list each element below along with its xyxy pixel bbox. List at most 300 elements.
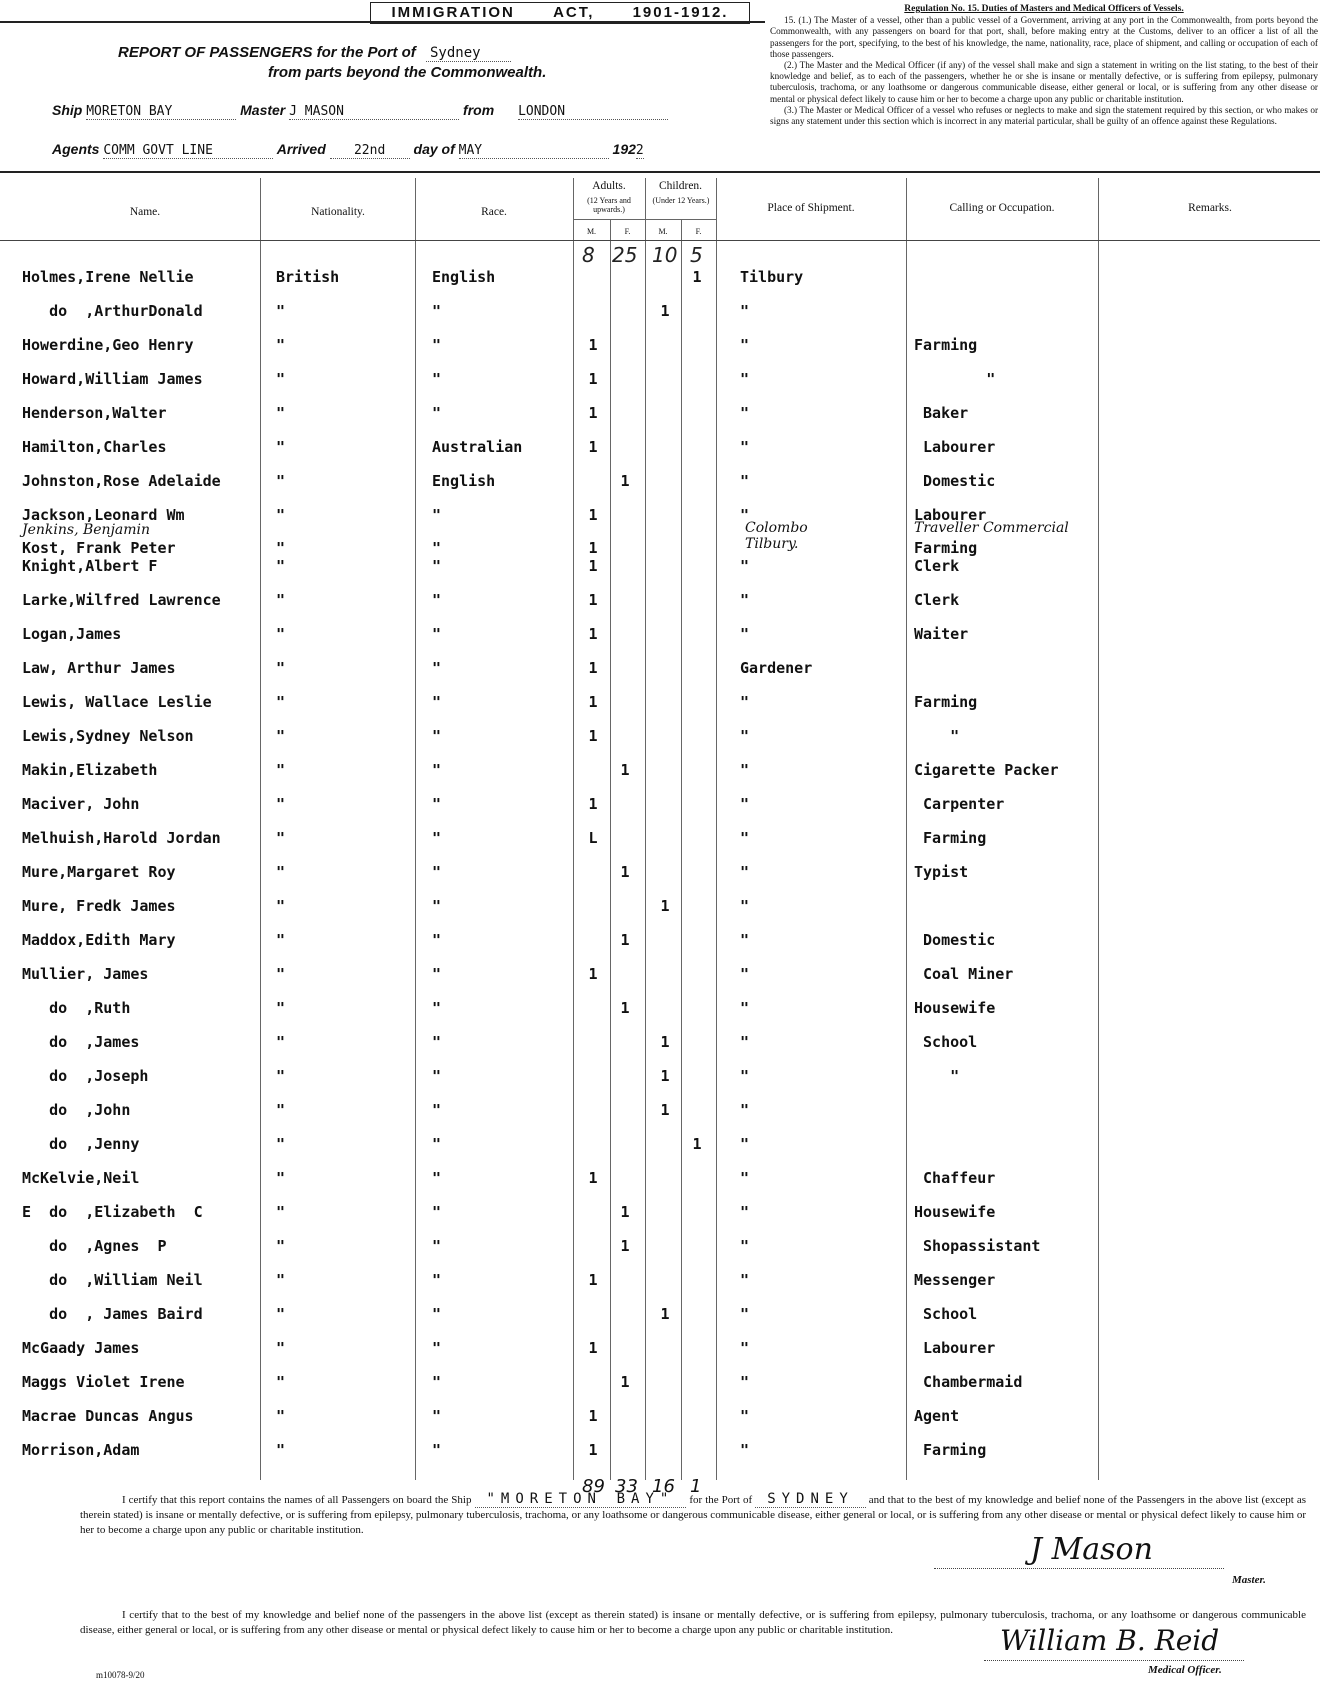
child-female-count: 1 xyxy=(692,1135,702,1153)
column-header-name: Name. xyxy=(129,206,161,218)
report-title-text: REPORT OF PASSENGERS for the Port of xyxy=(118,44,416,61)
passenger-race: " xyxy=(432,863,442,881)
passenger-nationality: " xyxy=(276,438,286,456)
place-of-shipment: " xyxy=(740,727,750,745)
passenger-nationality: " xyxy=(276,897,286,915)
passenger-nationality: " xyxy=(276,302,286,320)
occupation: " xyxy=(914,370,996,388)
handwritten-occupation: Traveller Commercial xyxy=(914,520,1069,536)
passenger-name: Melhuish,Harold Jordan xyxy=(22,829,221,847)
table-row xyxy=(0,336,1320,360)
passenger-name: Maddox,Edith Mary xyxy=(22,931,176,949)
passenger-race: " xyxy=(432,1203,442,1221)
table-row xyxy=(0,829,1320,853)
table-row xyxy=(0,1101,1320,1125)
occupation: School xyxy=(914,1305,978,1323)
passenger-nationality: " xyxy=(276,693,286,711)
table-row xyxy=(0,268,1320,292)
occupation: Farming xyxy=(914,829,987,847)
passenger-race: " xyxy=(432,539,442,557)
passenger-name: E do ,Elizabeth C xyxy=(22,1203,203,1221)
place-of-shipment: " xyxy=(740,1373,750,1391)
passenger-race: " xyxy=(432,659,442,677)
passenger-race: " xyxy=(432,897,442,915)
occupation: Chaffeur xyxy=(914,1169,996,1187)
adults-children-subrule xyxy=(573,219,716,220)
column-subheader-children: (Under 12 Years.) xyxy=(652,196,710,205)
place-of-shipment: " xyxy=(740,1305,750,1323)
passenger-nationality: " xyxy=(276,965,286,983)
child-male-count: 1 xyxy=(660,1033,670,1051)
occupation: Farming xyxy=(914,693,978,711)
table-row xyxy=(0,1271,1320,1295)
place-of-shipment: " xyxy=(740,591,750,609)
passenger-race: " xyxy=(432,727,442,745)
arrived-label: Arrived xyxy=(276,141,326,157)
place-of-shipment: " xyxy=(740,795,750,813)
passenger-name: Holmes,Irene Nellie xyxy=(22,268,194,286)
place-of-shipment: " xyxy=(740,999,750,1017)
passenger-race: " xyxy=(432,1441,442,1459)
passenger-race: English xyxy=(432,268,496,286)
act-title-word: IMMIGRATION xyxy=(391,4,515,21)
table-row xyxy=(0,761,1320,785)
regulation-paragraph: (3.) The Master or Medical Officer of a vessel who refuses or neglects to make and sign the statement required by this section, or who makes or signs any statement under this section which is incorrect in any material particular, shall be guilty of an offence against these Regulations. xyxy=(770,104,1318,127)
occupation: Farming xyxy=(914,1441,987,1459)
header-rule xyxy=(0,21,765,23)
occupation: Shopassistant xyxy=(914,1237,1041,1255)
adult-male-count: 1 xyxy=(588,727,598,745)
passenger-name: Henderson,Walter xyxy=(22,404,167,422)
table-row xyxy=(0,1339,1320,1363)
place-of-shipment: " xyxy=(740,506,750,524)
passenger-name: Morrison,Adam xyxy=(22,1441,140,1459)
adult-male-count: 1 xyxy=(588,965,598,983)
column-header-child-male: M. xyxy=(658,227,668,236)
occupation: Waiter xyxy=(914,625,969,643)
passenger-nationality: " xyxy=(276,1305,286,1323)
act-title-word: ACT, xyxy=(553,4,595,21)
adult-male-count: 1 xyxy=(588,438,598,456)
master-signature: J Mason xyxy=(1030,1532,1153,1567)
agents-value: COMM GOVT LINE xyxy=(103,143,273,159)
place-of-shipment: " xyxy=(740,370,750,388)
table-row xyxy=(0,302,1320,326)
year-suffix: 2 xyxy=(635,143,644,158)
form-number: m10078-9/20 xyxy=(96,1670,145,1680)
adult-male-count: 1 xyxy=(588,659,598,677)
adult-male-count: 1 xyxy=(588,625,598,643)
ship-label: Ship xyxy=(52,102,83,118)
tally-child-female: 5 xyxy=(690,243,703,267)
passenger-name: Mullier, James xyxy=(22,965,149,983)
occupation: School xyxy=(914,1033,978,1051)
occupation: Housewife xyxy=(914,1203,996,1221)
table-row xyxy=(0,795,1320,819)
adult-female-count: 1 xyxy=(620,472,630,490)
column-header-place-of-shipment: Place of Shipment. xyxy=(767,202,855,214)
column-header-remarks: Remarks. xyxy=(1188,202,1232,214)
place-of-shipment: " xyxy=(740,761,750,779)
table-row xyxy=(0,727,1320,751)
table-row xyxy=(0,472,1320,496)
port-value: Sydney xyxy=(426,45,511,62)
place-of-shipment: " xyxy=(740,1339,750,1357)
master-signature-line xyxy=(934,1568,1224,1569)
tally-adult-male: 8 xyxy=(582,243,595,267)
adult-female-count: 1 xyxy=(620,761,630,779)
medical-cert-text: I certify that to the best of my knowledge and belief none of the passengers in the above list (except as therein stated) is insane or mentally defective, or is suffering from epilepsy, pulmonary tuberculosis, trachoma, or any loathsome or dangerous communicable disease, either general or local, or is suffering from any other disease or mental or physical defect likely to cause him or her to become a charge upon any public or charitable institution. xyxy=(80,1609,1306,1636)
adult-male-count: 1 xyxy=(588,795,598,813)
passenger-nationality: " xyxy=(276,1169,286,1187)
place-of-shipment: " xyxy=(740,693,750,711)
place-of-shipment: " xyxy=(740,931,750,949)
passenger-race: " xyxy=(432,1067,442,1085)
passenger-nationality: " xyxy=(276,1271,286,1289)
adult-male-count: 1 xyxy=(588,1407,598,1425)
passenger-nationality: " xyxy=(276,1101,286,1119)
table-row xyxy=(0,1305,1320,1329)
passenger-nationality: " xyxy=(276,1339,286,1357)
passenger-race: " xyxy=(432,693,442,711)
place-of-shipment: " xyxy=(740,1101,750,1119)
ship-value: MORETON BAY xyxy=(86,104,236,120)
regulation-paragraph: 15. (1.) The Master of a vessel, other than a public vessel of a Government, arriving at any port in the Commonwealth, from ports beyond the Commonwealth, with any passengers on board for that port, shall, before making entry at the Customs, deliver to an officer a list of all the passengers for the port, specifying, to the best of his knowledge, the name, nationality, race, place of shipment, and calling or occupation of each of those passengers. xyxy=(770,15,1318,59)
passenger-name: Lewis,Sydney Nelson xyxy=(22,727,194,745)
regulation-paragraph: (2.) The Master and the Medical Officer (if any) of the vessel shall make and sign a statement in writing on the list stating, to the best of their knowledge and belief, as to each of the passengers, whether he or she is insane or mentally defective, or is suffering from epilepsy, pulmonary tuberculosis, trachoma, or any loathsome or dangerous communicable disease, either general or local, or is suffering from any other disease or mental or physical defect likely to cause him or her to become a charge upon any public or charitable institution. xyxy=(770,60,1318,104)
passenger-name: McGaady James xyxy=(22,1339,140,1357)
occupation: " xyxy=(914,727,960,745)
total-adult-male: 89 xyxy=(582,1476,605,1497)
adult-male-count: 1 xyxy=(588,404,598,422)
passenger-race: " xyxy=(432,761,442,779)
master-label: Master. xyxy=(1232,1574,1266,1586)
passenger-nationality: " xyxy=(276,999,286,1017)
adult-male-count: 1 xyxy=(588,1339,598,1357)
passenger-nationality: " xyxy=(276,1135,286,1153)
total-adult-female: 33 xyxy=(615,1476,638,1497)
passenger-nationality: " xyxy=(276,472,286,490)
passenger-race: " xyxy=(432,1237,442,1255)
tally-adult-female: 25 xyxy=(612,243,638,267)
passenger-race: " xyxy=(432,1169,442,1187)
adult-female-count: 1 xyxy=(620,931,630,949)
act-title-years: 1901-1912. xyxy=(632,4,729,21)
table-row xyxy=(0,1373,1320,1397)
passenger-nationality: " xyxy=(276,1373,286,1391)
table-row xyxy=(0,625,1320,649)
passenger-race: English xyxy=(432,472,496,490)
adult-female-count: 1 xyxy=(620,1373,630,1391)
table-row xyxy=(0,1407,1320,1431)
passenger-name: do ,Agnes P xyxy=(22,1237,167,1255)
occupation: Labourer xyxy=(914,1339,996,1357)
column-header-nationality: Nationality. xyxy=(311,206,365,218)
passenger-name: Kost, Frank Peter xyxy=(22,539,176,557)
table-row xyxy=(0,897,1320,921)
passenger-nationality: " xyxy=(276,931,286,949)
passenger-nationality: " xyxy=(276,404,286,422)
adult-male-count: 1 xyxy=(588,1441,598,1459)
passenger-name: Howerdine,Geo Henry xyxy=(22,336,194,354)
passenger-nationality: " xyxy=(276,336,286,354)
passenger-name: Law, Arthur James xyxy=(22,659,176,677)
passenger-nationality: " xyxy=(276,370,286,388)
passenger-name: Macrae Duncas Angus xyxy=(22,1407,194,1425)
table-row xyxy=(0,1135,1320,1159)
occupation: Labourer xyxy=(914,506,987,524)
passenger-name: Knight,Albert F xyxy=(22,557,158,575)
passenger-name: Jackson,Leonard Wm xyxy=(22,506,185,524)
table-row xyxy=(0,1441,1320,1465)
table-row xyxy=(0,1169,1320,1193)
passenger-race: " xyxy=(432,557,442,575)
table-row xyxy=(0,965,1320,989)
report-subtitle: from parts beyond the Commonwealth. xyxy=(268,64,547,81)
passenger-nationality: " xyxy=(276,625,286,643)
passenger-race: " xyxy=(432,1135,442,1153)
medical-signature: William B. Reid xyxy=(1000,1624,1220,1657)
passenger-nationality: " xyxy=(276,539,286,557)
passenger-race: " xyxy=(432,1101,442,1119)
day-of-label: day of xyxy=(413,141,455,157)
place-of-shipment: Tilbury xyxy=(740,268,804,286)
adult-female-count: 1 xyxy=(620,1237,630,1255)
passenger-name: Hamilton,Charles xyxy=(22,438,167,456)
passenger-nationality: " xyxy=(276,1203,286,1221)
child-male-count: 1 xyxy=(660,302,670,320)
passenger-nationality: " xyxy=(276,591,286,609)
table-row xyxy=(0,1203,1320,1227)
adult-male-count: 1 xyxy=(588,591,598,609)
occupation: Housewife xyxy=(914,999,996,1017)
table-row xyxy=(0,506,1320,530)
agents-row xyxy=(52,141,644,159)
passenger-name: do ,ArthurDonald xyxy=(22,302,203,320)
occupation: Agent xyxy=(914,1407,960,1425)
place-of-shipment: " xyxy=(740,1033,750,1051)
agents-label: Agents xyxy=(52,141,100,157)
occupation: Typist xyxy=(914,863,969,881)
master-cert-text: and that to the best of my knowledge and belief none of the Passengers in the above list (except as therein stated) is insane or mentally defective, or is suffering from epilepsy, pulmonary tuberculosis, trachoma, or any loathsome or dangerous communicable disease, either general or local, or is suffering from any other disease or mental or physical defect likely to cause him or her to become a charge upon any public or charitable institution. xyxy=(80,1494,1307,1536)
passenger-name: do ,Joseph xyxy=(22,1067,149,1085)
passenger-name: do ,Ruth xyxy=(22,999,131,1017)
column-subheader-adults: (12 Years and upwards.) xyxy=(587,196,631,214)
occupation: Domestic xyxy=(914,931,996,949)
table-row xyxy=(0,370,1320,394)
passenger-name: Mure, Fredk James xyxy=(22,897,176,915)
adult-male-count: 1 xyxy=(588,539,598,557)
handwritten-passenger-name: Jenkins, Benjamin xyxy=(22,522,151,538)
occupation: Cigarette Packer xyxy=(914,761,1059,779)
handwritten-place-of-shipment: Colombo Tilbury. xyxy=(745,520,808,552)
adult-male-count: 1 xyxy=(588,1169,598,1187)
column-header-child-female: F. xyxy=(695,227,702,236)
child-female-count: 1 xyxy=(692,268,702,286)
passenger-race: " xyxy=(432,1407,442,1425)
adult-male-count: 1 xyxy=(588,336,598,354)
adult-male-count: 1 xyxy=(588,1271,598,1289)
passenger-name: do ,William Neil xyxy=(22,1271,203,1289)
tally-child-male: 10 xyxy=(652,243,678,267)
passenger-race: " xyxy=(432,1033,442,1051)
from-value: LONDON xyxy=(518,104,668,120)
place-of-shipment: " xyxy=(740,472,750,490)
regulation-heading: Regulation No. 15. Duties of Masters and Medical Officers of Vessels. xyxy=(904,4,1184,14)
passenger-nationality: British xyxy=(276,268,340,286)
medical-officer-label: Medical Officer. xyxy=(1148,1664,1222,1676)
passenger-name: Maciver, John xyxy=(22,795,140,813)
place-of-shipment: Gardener xyxy=(740,659,813,677)
column-header-calling: Calling or Occupation. xyxy=(949,202,1055,214)
place-of-shipment: " xyxy=(740,897,750,915)
table-row xyxy=(0,1237,1320,1261)
table-row xyxy=(0,863,1320,887)
passenger-nationality: " xyxy=(276,1407,286,1425)
master-cert-text: for the Port of xyxy=(689,1494,753,1506)
passenger-race: " xyxy=(432,1305,442,1323)
cert-ship-value: "MORETON BAY" xyxy=(475,1491,687,1508)
table-row xyxy=(0,557,1320,581)
adult-male-count: 1 xyxy=(588,557,598,575)
table-head-rule xyxy=(0,240,1320,241)
master-value: J MASON xyxy=(289,104,459,120)
passenger-race: " xyxy=(432,795,442,813)
occupation: Coal Miner xyxy=(914,965,1014,983)
medical-signature-line xyxy=(984,1660,1244,1661)
occupation: Clerk xyxy=(914,557,960,575)
passenger-name: McKelvie,Neil xyxy=(22,1169,140,1187)
place-of-shipment: " xyxy=(740,557,750,575)
occupation: " xyxy=(914,1067,960,1085)
child-male-count: 1 xyxy=(660,897,670,915)
ship-row xyxy=(52,102,668,120)
passenger-name: Logan,James xyxy=(22,625,122,643)
passenger-race: " xyxy=(432,370,442,388)
column-header-children: Children. xyxy=(658,180,703,192)
month-value: MAY xyxy=(459,143,609,159)
occupation: Labourer xyxy=(914,438,996,456)
regulation-block xyxy=(770,4,1318,127)
passenger-name: Howard,William James xyxy=(22,370,203,388)
column-header-adult-female: F. xyxy=(624,227,631,236)
child-male-count: 1 xyxy=(660,1305,670,1323)
place-of-shipment: " xyxy=(740,404,750,422)
adult-female-count: 1 xyxy=(620,999,630,1017)
year-prefix: 192 xyxy=(612,141,636,157)
passenger-race: " xyxy=(432,965,442,983)
passenger-name: Lewis, Wallace Leslie xyxy=(22,693,212,711)
place-of-shipment: " xyxy=(740,1135,750,1153)
passenger-name: do ,Jenny xyxy=(22,1135,140,1153)
passenger-nationality: " xyxy=(276,1067,286,1085)
cert-port-value: SYDNEY xyxy=(755,1491,866,1508)
place-of-shipment: " xyxy=(740,1203,750,1221)
passenger-nationality: " xyxy=(276,506,286,524)
occupation: Farming xyxy=(914,336,978,354)
passenger-name: Johnston,Rose Adelaide xyxy=(22,472,221,490)
passenger-nationality: " xyxy=(276,863,286,881)
passenger-nationality: " xyxy=(276,795,286,813)
total-child-female: 1 xyxy=(690,1476,702,1497)
adult-male-count: L xyxy=(588,829,598,847)
passenger-name: do ,John xyxy=(22,1101,131,1119)
occupation: Clerk xyxy=(914,591,960,609)
passenger-race: " xyxy=(432,999,442,1017)
passenger-name: Makin,Elizabeth xyxy=(22,761,158,779)
occupation: Carpenter xyxy=(914,795,1005,813)
passenger-name: Larke,Wilfred Lawrence xyxy=(22,591,221,609)
place-of-shipment: " xyxy=(740,829,750,847)
passenger-race: " xyxy=(432,302,442,320)
table-row xyxy=(0,931,1320,955)
passenger-name: Mure,Margaret Roy xyxy=(22,863,176,881)
passenger-nationality: " xyxy=(276,659,286,677)
passenger-race: " xyxy=(432,591,442,609)
adult-male-count: 1 xyxy=(588,506,598,524)
adult-male-count: 1 xyxy=(588,693,598,711)
table-row xyxy=(0,693,1320,717)
place-of-shipment: " xyxy=(740,1237,750,1255)
place-of-shipment: " xyxy=(740,625,750,643)
passenger-nationality: " xyxy=(276,829,286,847)
passenger-nationality: " xyxy=(276,1441,286,1459)
column-header-adult-male: M. xyxy=(586,227,597,236)
table-row xyxy=(0,999,1320,1023)
child-male-count: 1 xyxy=(660,1067,670,1085)
place-of-shipment: " xyxy=(740,336,750,354)
place-of-shipment: " xyxy=(740,1441,750,1459)
place-of-shipment: " xyxy=(740,1407,750,1425)
place-of-shipment: " xyxy=(740,863,750,881)
place-of-shipment: " xyxy=(740,438,750,456)
passenger-nationality: " xyxy=(276,1033,286,1051)
master-cert-text: I certify that this report contains the names of all Passengers on board the Ship xyxy=(122,1494,472,1506)
passenger-race: " xyxy=(432,404,442,422)
passenger-name: do ,James xyxy=(22,1033,140,1051)
passenger-nationality: " xyxy=(276,761,286,779)
child-male-count: 1 xyxy=(660,1101,670,1119)
place-of-shipment: " xyxy=(740,302,750,320)
passenger-race: " xyxy=(432,625,442,643)
place-of-shipment: " xyxy=(740,1169,750,1187)
place-of-shipment: " xyxy=(740,965,750,983)
place-of-shipment: " xyxy=(740,1067,750,1085)
table-row xyxy=(0,591,1320,615)
column-header-adults: Adults. xyxy=(592,180,626,192)
passenger-race: " xyxy=(432,1373,442,1391)
passenger-race: " xyxy=(432,931,442,949)
passenger-nationality: " xyxy=(276,1237,286,1255)
occupation: Domestic xyxy=(914,472,996,490)
report-title xyxy=(118,44,511,61)
total-child-male: 16 xyxy=(652,1476,675,1497)
passenger-name: Maggs Violet Irene xyxy=(22,1373,185,1391)
table-row xyxy=(0,1067,1320,1091)
adult-female-count: 1 xyxy=(620,1203,630,1221)
passenger-race: " xyxy=(432,829,442,847)
table-row xyxy=(0,404,1320,428)
table-row xyxy=(0,438,1320,462)
place-of-shipment: " xyxy=(740,1271,750,1289)
passenger-race: " xyxy=(432,1271,442,1289)
passenger-nationality: " xyxy=(276,727,286,745)
passenger-name: do , James Baird xyxy=(22,1305,203,1323)
occupation: Farming xyxy=(914,539,978,557)
table-top-rule xyxy=(0,171,1320,173)
adult-male-count: 1 xyxy=(588,370,598,388)
master-label: Master xyxy=(240,102,286,118)
